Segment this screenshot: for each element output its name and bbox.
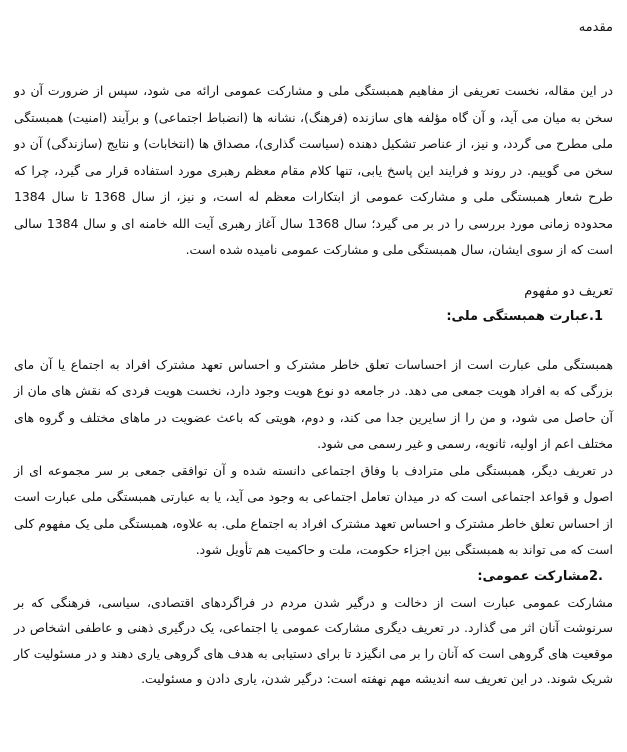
definition-heading: تعریف دو مفهوم [524, 283, 613, 299]
section1-paragraph-1: همبستگی ملی عبارت است از احساسات تعلق خاطر مشترک و احساس تعهد مشترک افراد به اجتماع یا آن مای بزرگی که به افراد هویت جمعی می دهد. در جامعه دو نوع هویت وجود دارد، نخست هویت فردی که نقش های مان از آن حاصل می شود، و من را از سایرین جدا می کند، و دوم، هویتی که باعث عضویت در ماهای مختلف و گروه های مختلف اعم از اولیه، ثانویه، رسمی و غیر رسمی می شود. [14, 356, 613, 451]
intro-heading: مقدمه [578, 20, 613, 35]
section2-title: .2مشارکت عمومی: [477, 568, 603, 584]
section1-title: 1.عبارت همبستگی ملی: [446, 308, 603, 324]
intro-paragraph: در این مقاله، نخست تعریفی از مفاهیم همبستگی ملی و مشارکت عمومی ارائه می شود، سپس از ضرورت آن دو سخن به میان می آید، و آن گاه مؤلفه های سازنده (فرهنگ)، نشانه ها (انضباط اجتماعی) و برآیند (امنیت) همبستگی ملی مطرح می گردد، و نیز، از عناصر تشکیل دهنده (سیاست گذاری)، مصداق ها (انتخابات) و نتایج (سازندگی) آن دو سخن می گوییم. در روند و فرایند این پاسخ یابی، تنها کلام مقام معظم رهبری مورد استفاده قرار می گیرد، چرا که طرح شعار همبستگی ملی و مشارکت عمومی از ابتکارات معظم له است، و نیز، از سال 1368 تا سال 1384 محدوده زمانی مورد بررسی را در بر می گیرد؛ سال 1368 سال آغاز رهبری آیت الله خامنه ای و سال 1384 سالی است که از سوی ایشان، سال همبستگی ملی و مشارکت عمومی نامیده شده است. [14, 83, 613, 257]
section1-paragraph-2: در تعریف دیگر، همبستگی ملی مترادف با وفاق اجتماعی دانسته شده و آن توافقی جمعی بر سر مجموعه ای از اصول و قواعد اجتماعی است که در میدان تعامل اجتماعی به وجود می آید، یا به عبارتی همبستگی ملی عبارت است از احساس تعلق خاطر مشترک و احساس تعهد مشترک افراد به اجتماع ملی. به علاوه، همبستگی ملی یک مفهوم کلی است که می تواند به همبستگی بین اجزاء حکومت، ملت و حاکمیت هم تأویل شود. [14, 462, 613, 557]
section2-paragraph: مشارکت عمومی عبارت است از دخالت و درگیر شدن مردم در فراگردهای اقتصادی، سیاسی، فرهنگی که بر سرنوشت آنان اثر می گذارد. در تعریف دیگری مشارکت عمومی یا اجتماعی، یک درگیری ذهنی و عاطفی اشخاص در موقعیت های گروهی است که آنان را بر می انگیزد تا برای دستیابی به هدف های گروهی یاری دهند و در مسئولیت کار شریک شوند. در این تعریف سه اندیشه مهم نهفته است: درگیر شدن، یاری دادن و مسئولیت. [14, 594, 613, 686]
